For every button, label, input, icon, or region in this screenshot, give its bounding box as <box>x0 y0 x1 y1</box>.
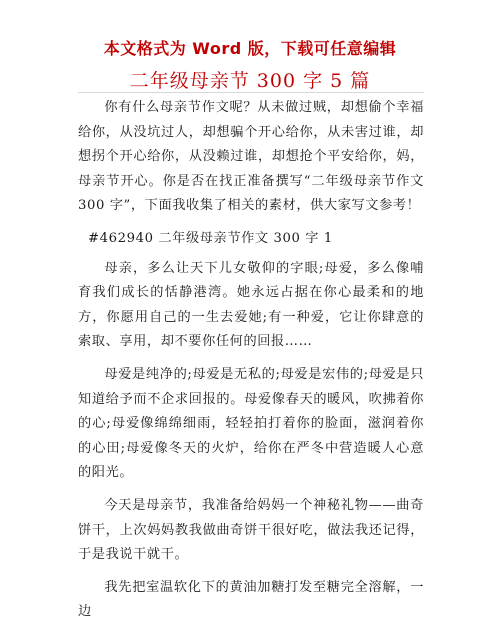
body-paragraph: 我先把室温软化下的黄油加糖打发至糖完全溶解，一边 <box>78 579 424 620</box>
format-banner: 本文格式为 Word 版，下载可任意编辑 <box>103 39 397 58</box>
document-title: 二年级母亲节 300 字 5 篇 <box>129 70 371 92</box>
intro-paragraph: 你有什么母亲节作文呢？从未做过贼，却想偷个幸福给你，从没坑过人，却想骗个开心给你，从未害过谁，却想拐个开心给你，从没赖过谁，却想抢个平安给你，妈，母亲节开心。你是否在找正准备撰写“二年级母亲节作文 300 字”，下面我收集了相关的素材，供大家写文参考！ <box>78 100 424 214</box>
title-divider <box>78 92 424 93</box>
body-paragraph: 今天是母亲节，我准备给妈妈一个神秘礼物——曲奇饼干，上次妈妈教我做曲奇饼干很好吃，做法我还记得，于是我说干就干。 <box>78 497 424 563</box>
body-paragraph: 母亲，多么让天下儿女敬仰的字眼;母爱，多么像哺育我们成长的恬静港湾。她永远占据在你心最柔和的地方，你愿用自己的一生去爱她;有一种爱，它让你肆意的索取、享用，却不要你任何的回报…… <box>78 260 424 350</box>
section-heading: #462940 二年级母亲节作文 300 字 1 <box>88 230 333 246</box>
document-body <box>78 96 424 633</box>
body-paragraph: 母爱是纯净的;母爱是无私的;母爱是宏伟的;母爱是只知道给予而不企求回报的。母爱像春天的暖风，吹拂着你的心;母爱像绵绵细雨，轻轻拍打着你的脸面，滋润着你的心田;母爱像冬天的火炉，给你在严冬中营造暖人心意的阳光。 <box>78 366 424 481</box>
